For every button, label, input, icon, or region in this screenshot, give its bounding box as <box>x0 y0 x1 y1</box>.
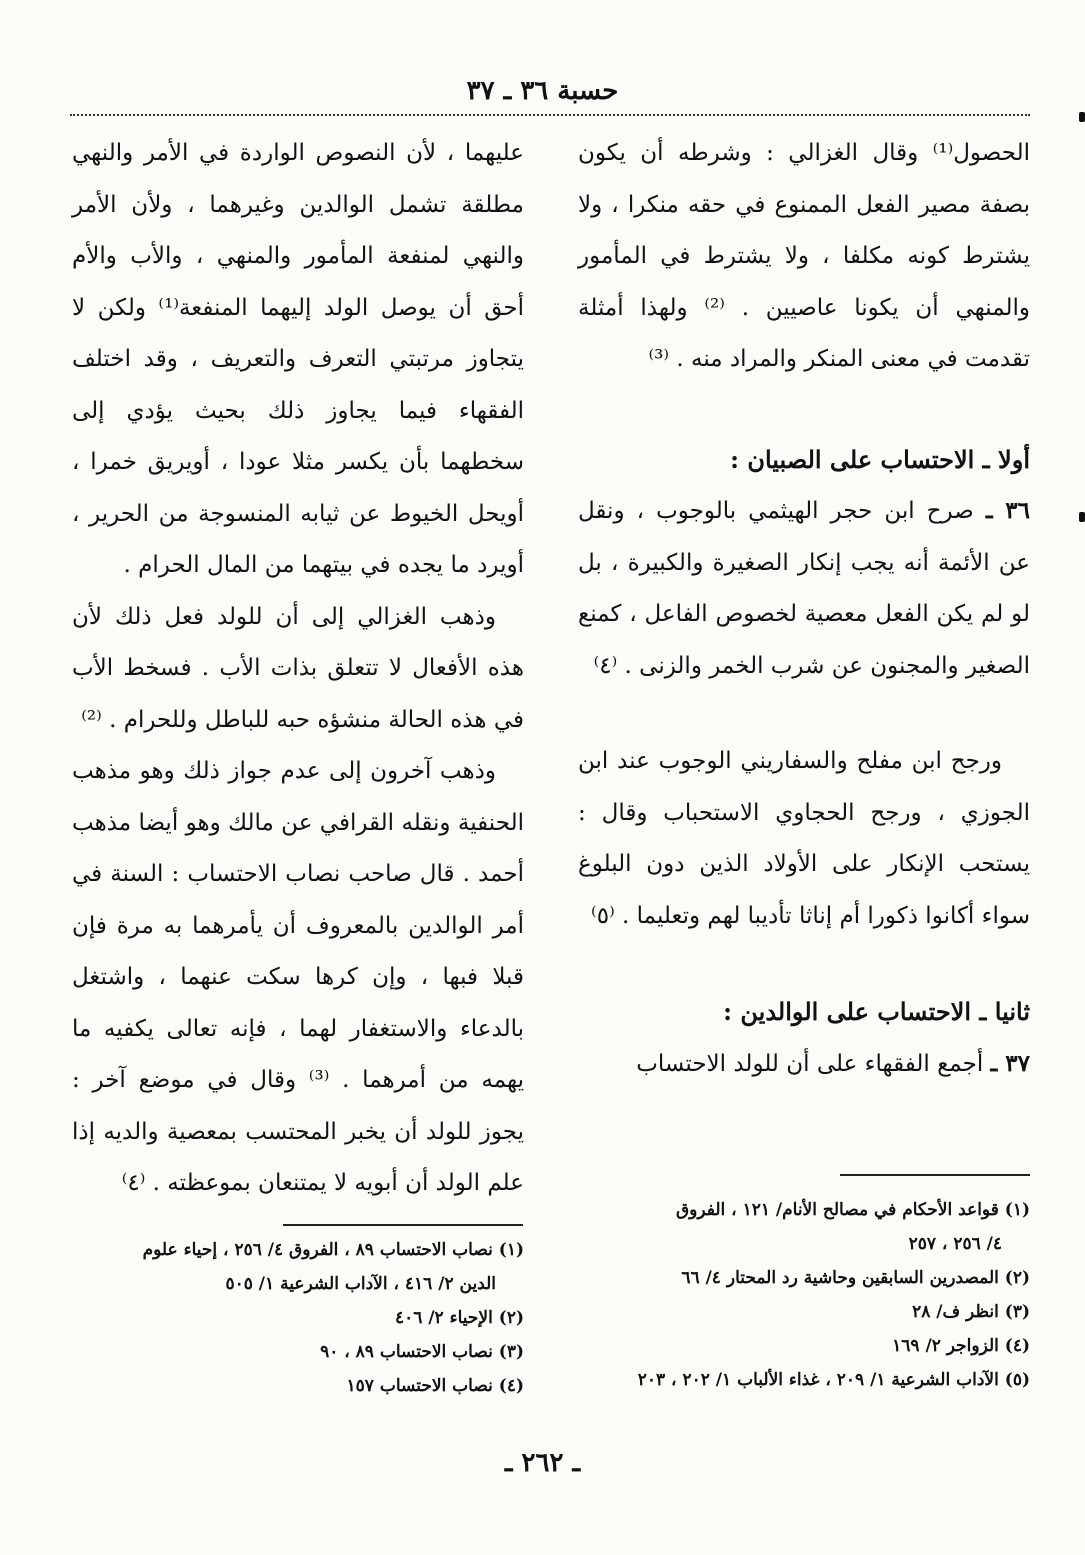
page-header: حسبة ٣٦ ـ ٣٧ <box>466 76 619 106</box>
right-column <box>578 128 1030 1090</box>
paragraph-37-text: أجمع الفقهاء على أن للولد الاحتساب <box>636 1050 984 1077</box>
footnote-left-1: (١) نصاب الاحتساب ٨٩ ، الفروق ٤/ ٢٥٦ ، إحياء علوم <box>142 1240 524 1260</box>
right-paragraph-1: الحصول⁽¹⁾ وقال الغزالي : وشرطه أن يكون بصفة مصير الفعل الممنوع في حقه منكرا ، ولا يشترط كونه مكلفا ، ولا يشترط في المأمور والمنهي أن يكونا عاصيين . ⁽²⁾ ولهذا أمثلة تقدمت في معنى المنكر والمراد منه . ⁽³⁾ <box>578 140 1031 372</box>
right-paragraph-3: ورجح ابن مفلح والسفاريني الوجوب عند ابن الجوزي ، ورجح الحجاوي الاستحباب وقال : يستحب الإنكار على الأولاد الذين دون البلوغ سواء أكانوا ذكورا أم إناثا تأديبا لهم وتعليما . ⁽٥⁾ <box>578 748 1030 929</box>
header-divider <box>70 114 1030 116</box>
paragraph-number-37: ٣٧ ـ <box>990 1049 1030 1077</box>
left-paragraph-2: وذهب الغزالي إلى أن للولد فعل ذلك لأن هذه الأفعال لا تتعلق بذات الأب . فسخط الأب في هذه الحالة منشؤه حبه للباطل وللحرام . ⁽²⁾ <box>72 603 524 733</box>
page-number: ـ ٢٦٢ ـ <box>504 1448 581 1478</box>
footnote-left-3: (٣) نصاب الاحتساب ٨٩ ، ٩٠ <box>320 1342 524 1362</box>
scan-edge-mark <box>1079 512 1085 522</box>
left-column <box>72 128 524 1210</box>
footnote-divider-right <box>840 1174 1030 1176</box>
paragraph-37 <box>578 1038 1030 1091</box>
paragraph-number-36: ٣٦ ـ <box>985 497 1031 524</box>
left-paragraph-1: عليهما ، لأن النصوص الواردة في الأمر والنهي مطلقة تشمل الوالدين وغيرهما ، ولأن الأمر والنهي لمنفعة المأمور والمنهي ، والأب والأم أحق أن يوصل الولد إليهما المنفعة⁽¹⁾ ولكن لا يتجاوز مرتبتي التعرف والتعريف ، وقد اختلف الفقهاء فيما يجاوز ذلك بحيث يؤدي إلى سخطهما بأن يكسر مثلا عودا ، أويريق خمرا ، أويحل الخيوط عن ثيابه المنسوجة من الحرير ، أويرد ما يجده في بيتهما من المال الحرام . <box>72 140 525 578</box>
footnote-right-4: (٤) الزواجر ٢/ ١٦٩ <box>892 1336 1030 1356</box>
spacer <box>578 942 1030 986</box>
spacer <box>578 386 1030 434</box>
footnote-left-2: (٢) الإحياء ٢/ ٤٠٦ <box>395 1308 524 1328</box>
footnote-divider-left <box>283 1224 523 1226</box>
footnote-right-3: (٣) انظر ف/ ٢٨ <box>912 1302 1030 1322</box>
footnote-right-2: (٢) المصدرين السابقين وحاشية رد المحتار ٤/ ٦٦ <box>681 1268 1030 1288</box>
section-heading-parents: ثانيا ـ الاحتساب على الوالدين : <box>723 997 1030 1026</box>
footnote-right-1-cont: ٤/ ٢٥٦ ، ٢٥٧ <box>908 1234 1002 1254</box>
spacer <box>578 692 1030 736</box>
footnotes-left <box>72 1233 524 1403</box>
footnote-right-5: (٥) الآداب الشرعية ١/ ٢٠٩ ، غذاء الألباب ١/ ٢٠٢ ، ٢٠٣ <box>637 1370 1030 1390</box>
section-heading-children: أولا ـ الاحتساب على الصبيان : <box>730 444 1030 474</box>
paragraph-36 <box>578 485 1030 692</box>
footnote-right-1: (١) قواعد الأحكام في مصالح الأنام/ ١٢١ ، الفروق <box>675 1200 1030 1220</box>
left-paragraph-3: وذهب آخرون إلى عدم جواز ذلك وهو مذهب الحنفية ونقله القرافي عن مالك وهو أيضا مذهب أحمد . قال صاحب نصاب الاحتساب : السنة في أمر الوالدين بالمعروف أن يأمرهما به مرة فإن قبلا فبها ، وإن كرها سكت عنهما ، واشتغل بالدعاء والاستغفار لهما ، فإنه تعالى يكفيه ما يهمه من أمرهما . ⁽³⁾ وقال في موضع آخر : يجوز للولد أن يخبر المحتسب بمعصية والديه إذا علم الولد أن أبويه لا يمتنعان بموعظته . ⁽٤⁾ <box>72 758 524 1196</box>
footnote-left-1-cont: الدين ٢/ ٤١٦ ، الآداب الشرعية ١/ ٥٠٥ <box>225 1274 496 1294</box>
scan-edge-mark <box>1079 112 1085 122</box>
footnote-left-4: (٤) نصاب الاحتساب ١٥٧ <box>346 1376 524 1396</box>
paragraph-36-text: صرح ابن حجر الهيثمي بالوجوب ، ونقل عن الأئمة أنه يجب إنكار الصغيرة والكبيرة ، بل لو لم يكن الفعل معصية لخصوص الفاعل ، كمنع الصغير والمجنون عن شرب الخمر والزنى . ⁽٤⁾ <box>578 498 1030 679</box>
footnotes-right <box>578 1193 1030 1397</box>
